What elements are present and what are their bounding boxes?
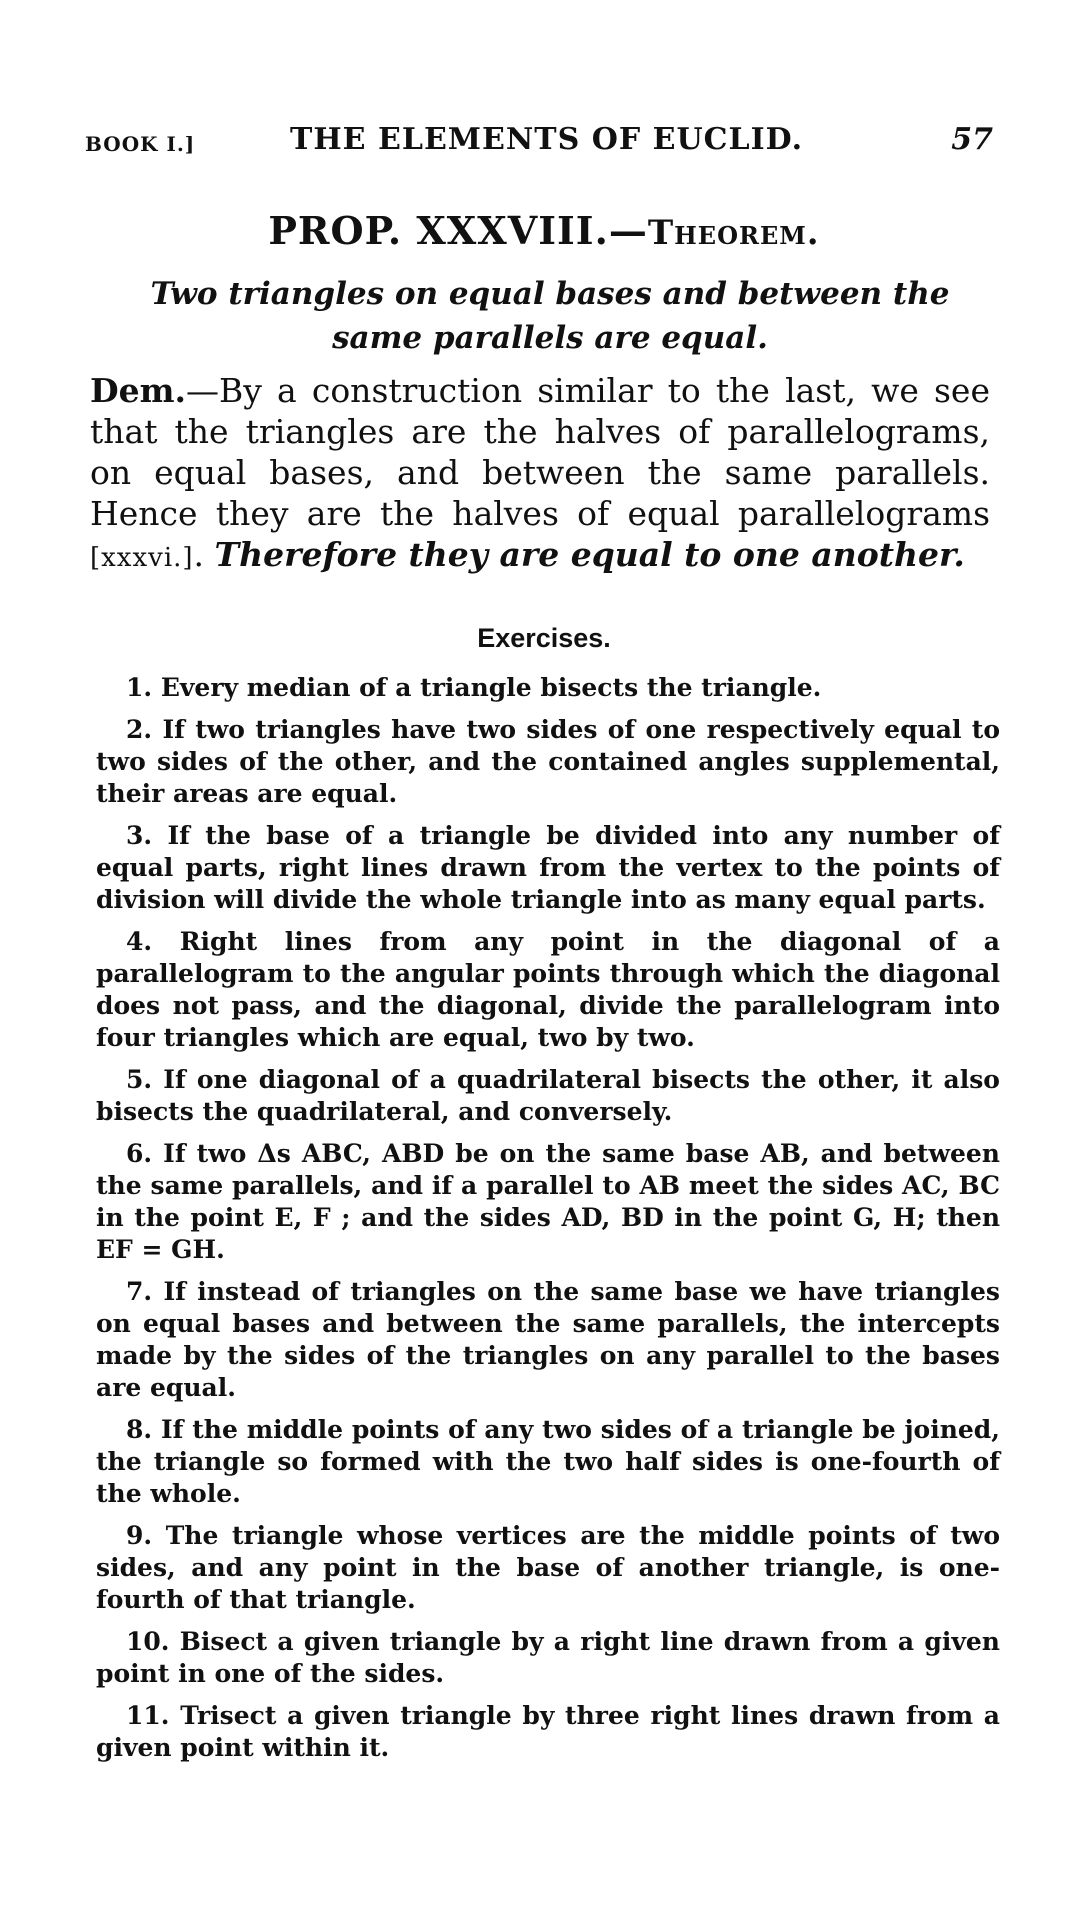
proposition-label: PROP. XXXVIII.— bbox=[268, 208, 648, 253]
demonstration-label: Dem. bbox=[90, 371, 187, 410]
page-number: 57 bbox=[951, 122, 993, 157]
exercise-item bbox=[96, 714, 1000, 810]
demonstration-conclusion: Therefore they are equal to one another. bbox=[214, 535, 965, 574]
exercise-number: 5. bbox=[126, 1065, 153, 1094]
exercise-number: 9. bbox=[126, 1521, 153, 1550]
exercise-text: If the middle points of any two sides of a triangle be joined, the triangle so formed with the two half sides is one-fourth of the whole. bbox=[96, 1415, 1000, 1508]
enunciation: Two triangles on equal bases and between the same parallels are equal. bbox=[150, 276, 950, 356]
exercise-text: If the base of a triangle be divided into any number of equal parts, right lines drawn from the vertex to the points of division will divide the whole triangle into as many equal parts. bbox=[96, 821, 1000, 914]
demonstration-period: . bbox=[193, 535, 205, 574]
book-label: BOOK I.] bbox=[85, 132, 196, 156]
proposition-kind: Theorem. bbox=[647, 213, 820, 253]
exercise-text: If two Δs ABC, ABD be on the same base AB, and between the same parallels, and if a parallel to AB meet the sides AC, BC in the point E, F ; and the sides AD, BD in the point G, H; then EF = GH. bbox=[96, 1139, 1000, 1264]
exercise-item bbox=[96, 1700, 1000, 1764]
exercise-item bbox=[96, 1520, 1000, 1616]
exercise-number: 7. bbox=[126, 1277, 153, 1306]
exercise-item bbox=[96, 926, 1000, 1054]
exercises-heading: Exercises. bbox=[477, 623, 611, 653]
exercise-text: If two triangles have two sides of one respectively equal to two sides of the other, and the contained angles supplemental, their areas are equal. bbox=[96, 715, 1000, 808]
exercise-item bbox=[96, 1414, 1000, 1510]
exercise-number: 11. bbox=[126, 1701, 170, 1730]
demonstration-text: —By a construction similar to the last, we see that the triangles are the halves of parallelograms, on equal bases, and between the same parallels. Hence they are the halves of equal parallelograms bbox=[90, 371, 990, 533]
exercise-item bbox=[96, 1138, 1000, 1266]
exercise-text: Every median of a triangle bisects the triangle. bbox=[160, 673, 822, 702]
exercise-text: Right lines from any point in the diagonal of a parallelogram to the angular points through which the diagonal does not pass, and the diagonal, divide the parallelogram into four triangles which are equal, two by two. bbox=[96, 927, 1000, 1052]
proposition-reference: [xxxvi.] bbox=[90, 543, 194, 573]
exercise-item bbox=[96, 820, 1000, 916]
exercise-number: 1. bbox=[126, 673, 153, 702]
exercise-number: 6. bbox=[126, 1139, 153, 1168]
exercise-item bbox=[96, 1626, 1000, 1690]
exercise-text: If instead of triangles on the same base we have triangles on equal bases and between the same parallels, the intercepts made by the sides of the triangles on any parallel to the bases are equal. bbox=[96, 1277, 1000, 1402]
exercise-number: 10. bbox=[126, 1627, 170, 1656]
exercises-list bbox=[96, 672, 1000, 1774]
proposition-title bbox=[0, 208, 1088, 253]
exercise-number: 2. bbox=[126, 715, 153, 744]
exercise-item bbox=[96, 1064, 1000, 1128]
exercise-text: Bisect a given triangle by a right line drawn from a given point in one of the sides. bbox=[96, 1627, 1000, 1688]
book-title: THE ELEMENTS OF EUCLID. bbox=[290, 122, 804, 157]
exercise-item bbox=[96, 672, 1000, 704]
running-head bbox=[85, 122, 1005, 166]
exercise-number: 3. bbox=[126, 821, 153, 850]
exercise-text: If one diagonal of a quadrilateral bisects the other, it also bisects the quadrilateral, and conversely. bbox=[96, 1065, 1000, 1126]
demonstration bbox=[90, 370, 990, 579]
exercise-number: 4. bbox=[126, 927, 153, 956]
exercise-item bbox=[96, 1276, 1000, 1404]
exercise-text: Trisect a given triangle by three right lines drawn from a given point within it. bbox=[96, 1701, 1000, 1762]
exercise-number: 8. bbox=[126, 1415, 153, 1444]
exercise-text: The triangle whose vertices are the middle points of two sides, and any point in the base of another triangle, is one-fourth of that triangle. bbox=[96, 1521, 1000, 1614]
